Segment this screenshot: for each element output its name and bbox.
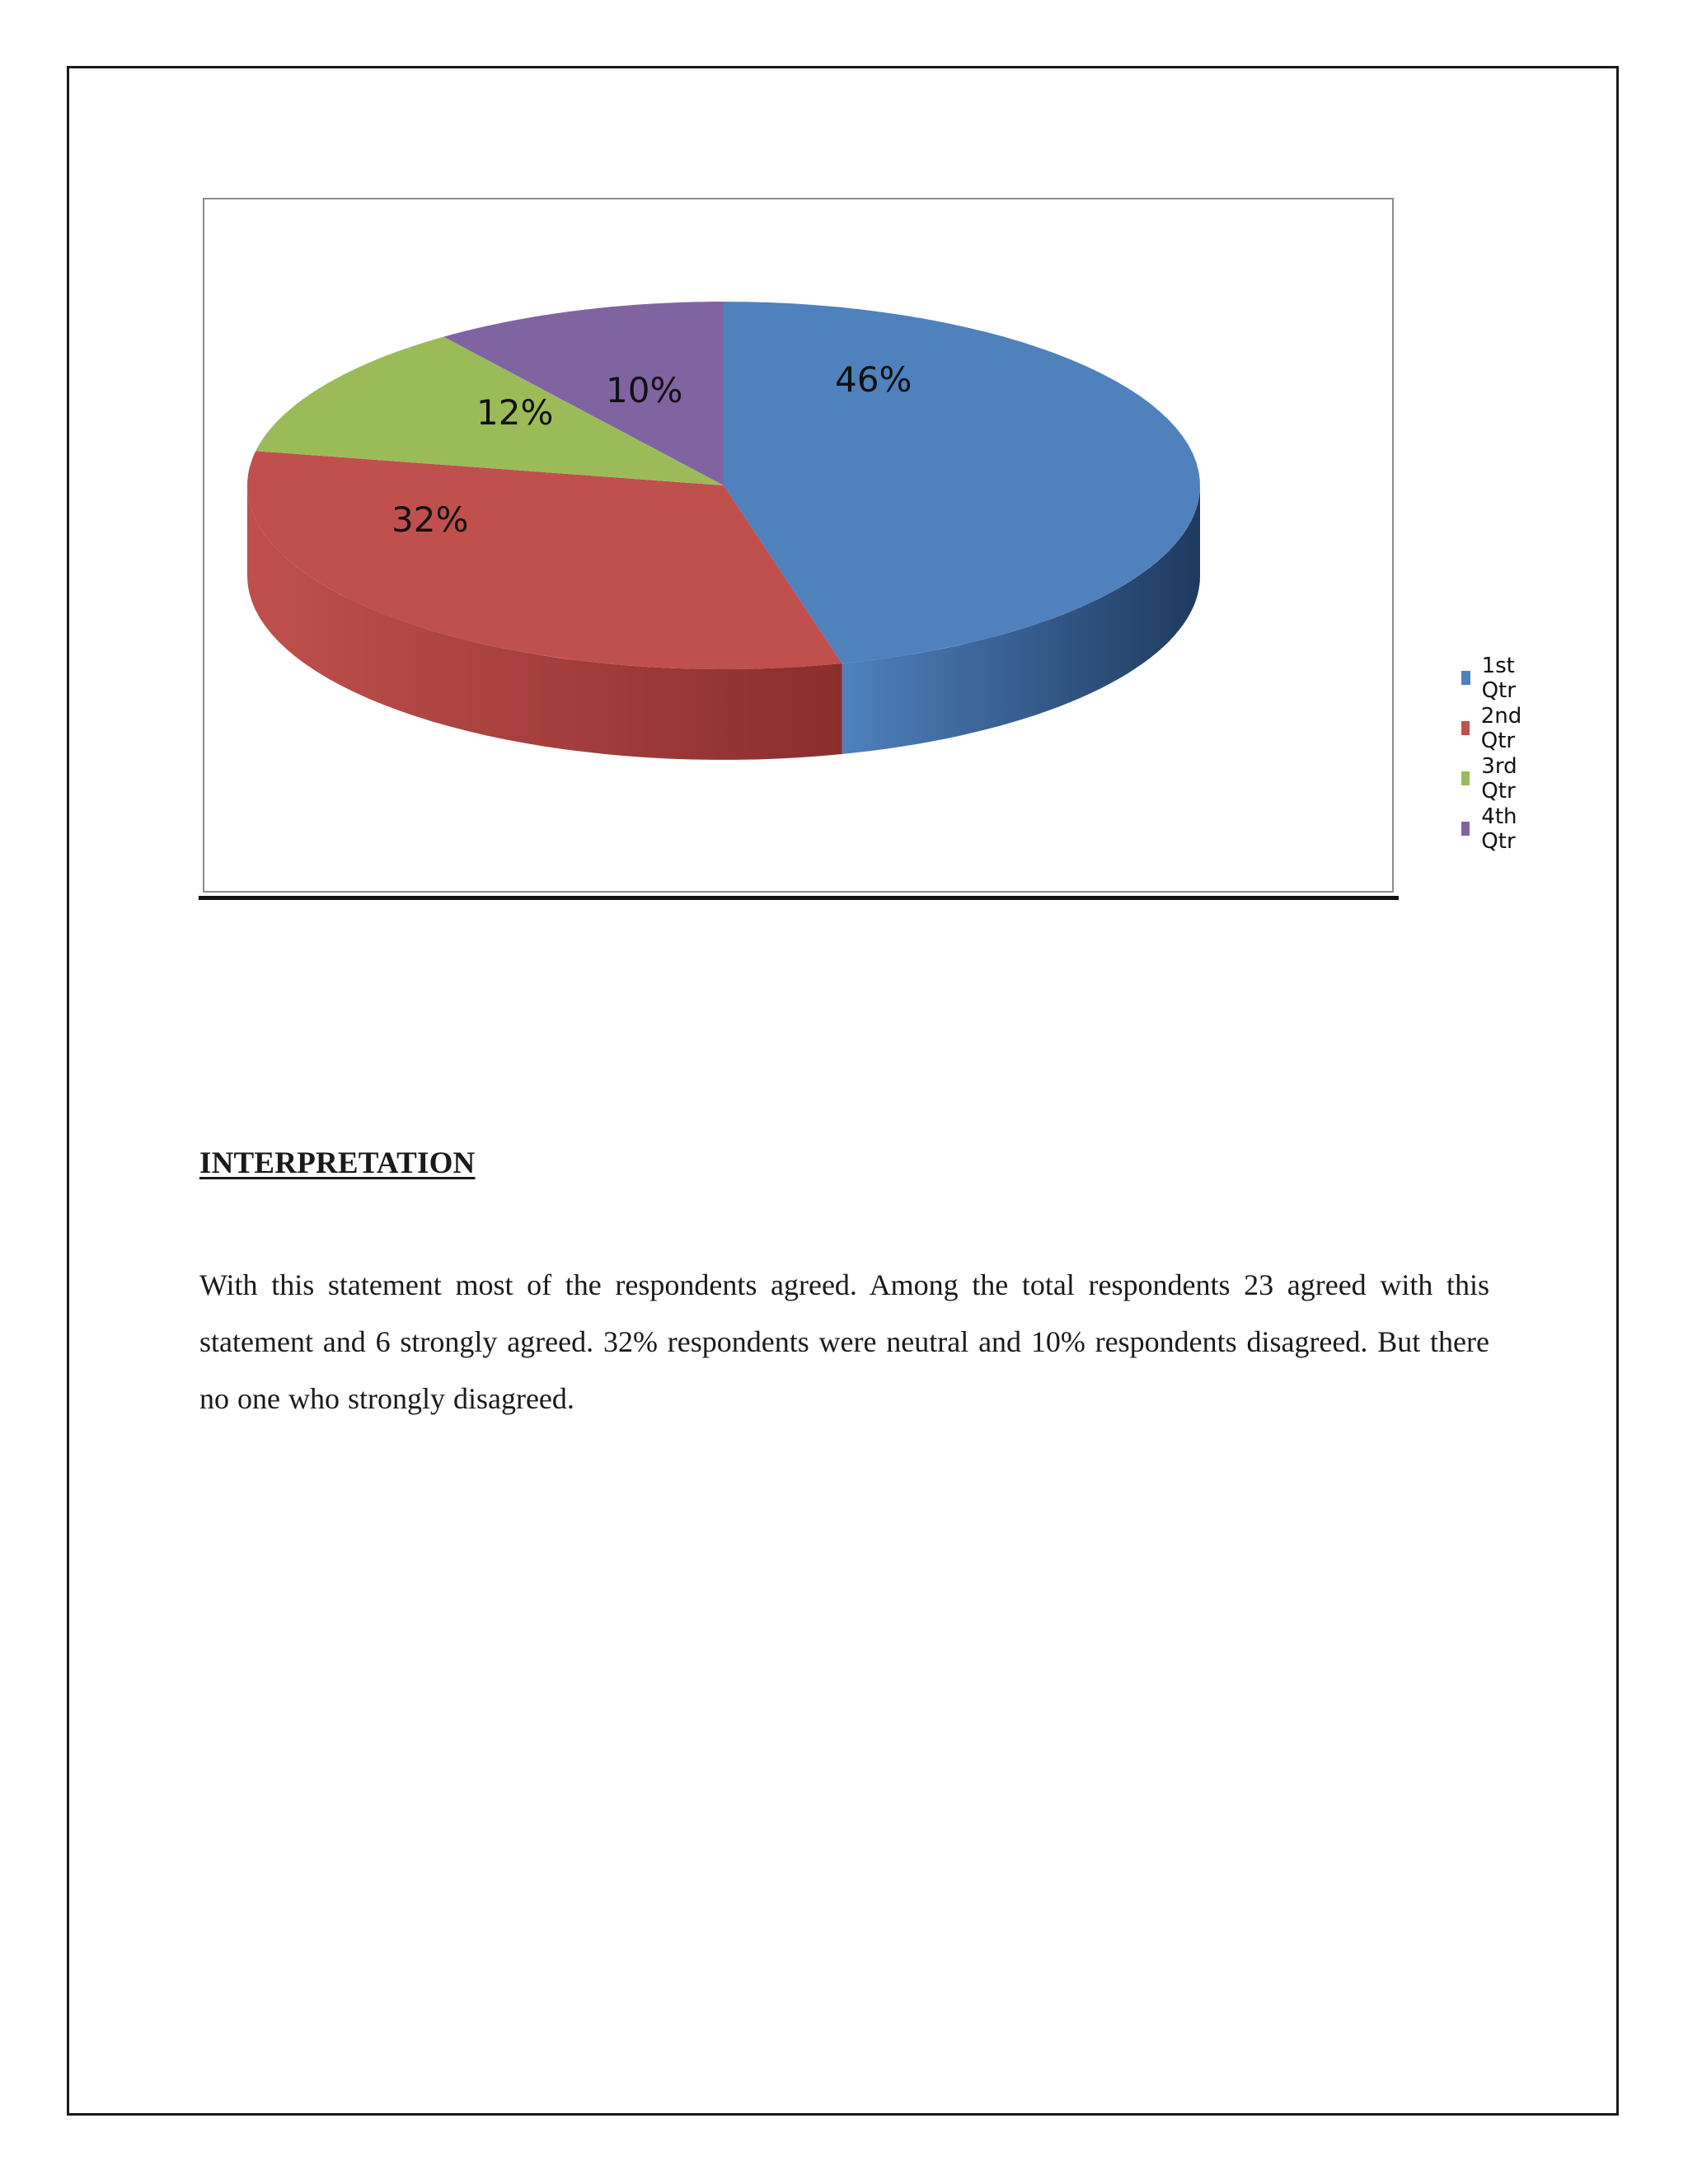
legend-swatch [1461,721,1470,735]
interpretation-paragraph: With this statement most of the respondents agreed. Among the total respondents 23 agreed with this statement and 6 strongly agreed. 32% respondents were neutral and 10% respondents disagreed. But there no one who strongly disagreed. [199,1268,1489,1415]
pie-slices [247,302,1200,669]
interpretation-heading: INTERPRETATION [199,1146,476,1180]
legend-swatch [1461,671,1470,685]
legend-label: 1st Qtr [1481,653,1516,703]
chart-underline [199,896,1399,900]
pie-chart [203,198,1522,893]
legend-item-1st-qtr [1461,653,1528,703]
legend-item-3rd-qtr [1461,753,1528,804]
legend-label: 4th Qtr [1481,804,1517,854]
legend-swatch [1461,771,1470,785]
pie-chart-canvas [204,199,1392,891]
data-label-2nd-qtr: 32% [392,499,469,540]
data-label-1st-qtr: 46% [835,359,912,400]
legend-item-2nd-qtr [1461,703,1528,753]
legend-item-4th-qtr [1461,804,1528,854]
data-label-4th-qtr: 10% [606,370,683,410]
data-label-3rd-qtr: 12% [476,392,554,433]
legend-label: 3rd Qtr [1481,753,1517,804]
legend-swatch [1461,822,1470,836]
chart-legend [1461,653,1528,854]
legend-label: 2nd Qtr [1480,703,1522,753]
